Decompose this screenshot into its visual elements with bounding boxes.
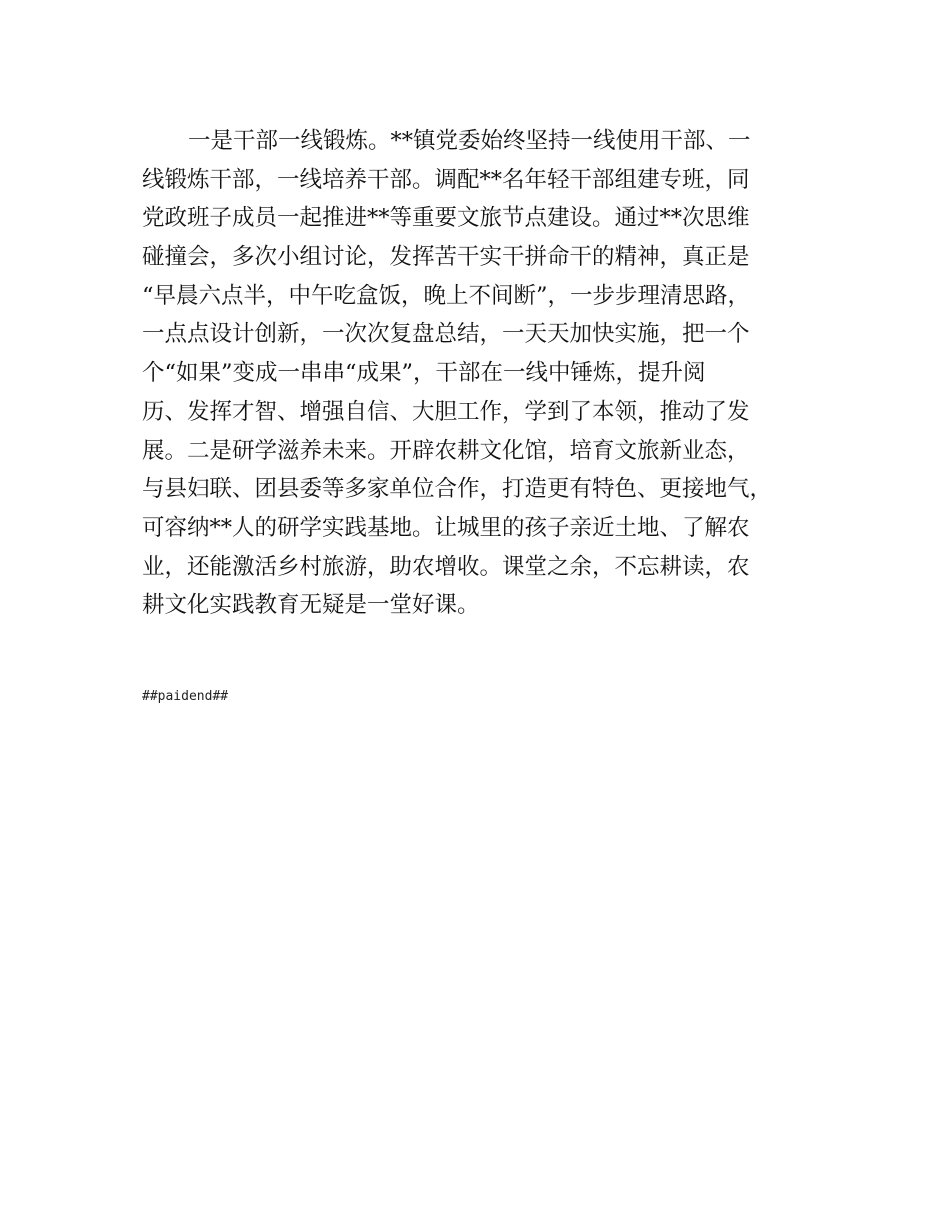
body-paragraph [142, 122, 832, 625]
paragraph-line: 与县妇联、团县委等多家单位合作，打造更有特色、更接地气， [142, 476, 773, 503]
paragraph-line: 业，还能激活乡村旅游，助农增收。课堂之余，不忘耕读，农 [142, 553, 750, 580]
paragraph-line: 展。二是研学滋养未来。开辟农耕文化馆，培育文旅新业态， [142, 437, 750, 464]
paragraph-line: “早晨六点半，中午吃盒饭，晚上不间断”，一步步理清思路， [142, 282, 751, 309]
paragraph-line: 党政班子成员一起推进**等重要文旅节点建设。通过**次思维 [142, 205, 750, 232]
paragraph-line: 耕文化实践教育无疑是一堂好课。 [142, 592, 480, 619]
paragraph-line: 个“如果”变成一串串“成果”，干部在一线中锤炼，提升阅 [142, 360, 706, 387]
paragraph-line: 可容纳**人的研学实践基地。让城里的孩子亲近土地、了解农 [142, 514, 750, 541]
paragraph-line: 一点点设计创新，一次次复盘总结，一天天加快实施，把一个 [142, 321, 750, 348]
paragraph-line: 线锻炼干部，一线培养干部。调配**名年轻干部组建专班，同 [142, 166, 750, 193]
paragraph-line: 历、发挥才智、增强自信、大胆工作，学到了本领，推动了发 [142, 398, 750, 425]
paragraph-line: 一是干部一线锻炼。**镇党委始终坚持一线使用干部、一 [188, 128, 751, 154]
paragraph-line: 碰撞会，多次小组讨论，发挥苦干实干拼命干的精神，真正是 [142, 244, 750, 271]
end-marker: ##paidend## [142, 689, 229, 704]
